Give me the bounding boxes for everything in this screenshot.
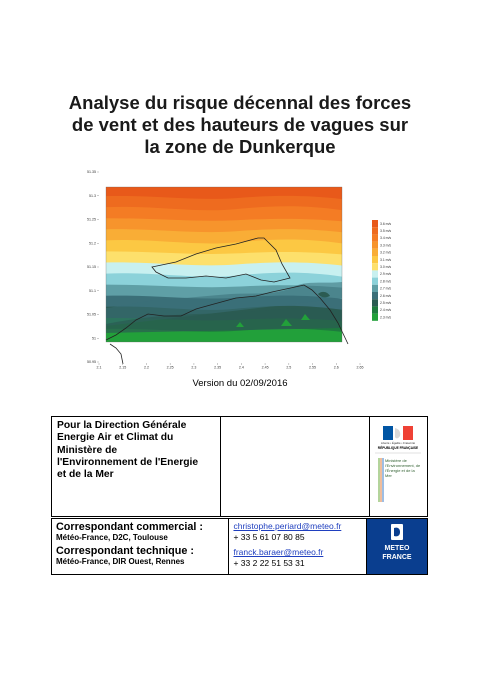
technical-label: Correspondant technique : bbox=[56, 545, 194, 557]
technical-org: Météo-France, DIR Ouest, Rennes bbox=[56, 557, 185, 566]
empty-cell bbox=[220, 417, 369, 517]
meteo-france-logo-mark bbox=[367, 519, 427, 569]
x-tick-label: 2.65 bbox=[356, 365, 364, 370]
y-tick-label: 51.05 bbox=[87, 312, 96, 317]
rf-motto: Liberté • Égalité • Fraternité bbox=[380, 441, 415, 445]
direction-line-2: Energie Air et Climat du bbox=[57, 432, 174, 444]
x-tick-label: 2.45 bbox=[261, 365, 269, 370]
legend-swatch bbox=[372, 263, 378, 270]
x-tick-label: 2.6 bbox=[333, 365, 339, 370]
y-tick-label: 51.25 bbox=[87, 217, 96, 222]
x-tick-label: 2.15 bbox=[119, 365, 127, 370]
legend-label: 3.6 m/s bbox=[380, 221, 392, 226]
legend-swatch bbox=[372, 227, 378, 234]
x-axis-ticks bbox=[97, 363, 364, 370]
ministry-name: Ministère de l'Environnement, de l'Énergie et de la Mer bbox=[384, 458, 420, 478]
direction-line-4: l'Environnement de l'Energie bbox=[57, 456, 199, 468]
x-tick-label: 2.2 bbox=[143, 365, 149, 370]
document-title bbox=[40, 92, 440, 158]
commercial-email-link[interactable]: christophe.periard@meteo.fr bbox=[233, 521, 342, 531]
legend-label: 2.9 m/s bbox=[380, 272, 392, 277]
direction-table bbox=[51, 416, 428, 517]
legend-label: 2.5 m/s bbox=[380, 301, 392, 305]
mf-line-1: METEO bbox=[384, 545, 410, 552]
x-tick-label: 2.35 bbox=[214, 365, 222, 370]
y-tick-label: 51 bbox=[92, 336, 96, 341]
legend-swatch bbox=[372, 299, 378, 306]
legend-label: 2.4 m/s bbox=[380, 308, 392, 313]
direction-line-5: et de la Mer bbox=[57, 469, 114, 481]
meteo-france-logo bbox=[366, 519, 427, 575]
legend-swatch bbox=[372, 249, 378, 256]
legend-label: 2.6 m/s bbox=[380, 293, 392, 298]
x-tick-label: 2.55 bbox=[309, 365, 317, 370]
legend-label: 3.2 m/s bbox=[380, 250, 392, 255]
legend-label: 3.5 m/s bbox=[380, 229, 392, 233]
y-axis-ticks bbox=[87, 170, 99, 364]
republique-francaise-logo bbox=[369, 417, 427, 517]
y-tick-label: 51.3 bbox=[89, 193, 96, 198]
mf-line-2: FRANCE bbox=[382, 554, 412, 561]
x-tick-label: 2.3 bbox=[191, 365, 197, 370]
contacts-table bbox=[51, 518, 428, 575]
title-line-3: la zone de Dunkerque bbox=[144, 136, 336, 157]
rf-country: RÉPUBLIQUE FRANÇAISE bbox=[377, 446, 418, 450]
y-tick-label: 51.35 bbox=[87, 170, 96, 175]
legend-swatch bbox=[372, 220, 378, 227]
legend-swatch bbox=[372, 278, 378, 285]
commercial-org: Météo-France, D2C, Toulouse bbox=[56, 533, 168, 542]
x-tick-label: 2.25 bbox=[166, 365, 174, 370]
x-tick-label: 2.4 bbox=[238, 365, 244, 370]
flag-red bbox=[403, 426, 413, 440]
legend-swatch bbox=[372, 256, 378, 263]
y-tick-label: 50.95 bbox=[87, 360, 96, 365]
legend-swatch bbox=[372, 270, 378, 277]
contacts-labels bbox=[52, 519, 229, 575]
y-tick-label: 51.1 bbox=[89, 288, 96, 293]
title-line-2: de vent et des hauteurs de vagues sur bbox=[71, 114, 409, 135]
technical-phone: + 33 2 22 51 53 31 bbox=[233, 558, 305, 568]
commercial-phone: + 33 5 61 07 80 85 bbox=[233, 532, 305, 542]
legend-swatch bbox=[372, 285, 378, 292]
marianne-logo bbox=[373, 420, 423, 508]
contacts-details bbox=[229, 519, 366, 575]
direction-text bbox=[52, 417, 221, 517]
flag-blue bbox=[383, 426, 393, 440]
legend-label: 3.1 m/s bbox=[380, 257, 392, 262]
y-tick-label: 51.15 bbox=[87, 265, 96, 270]
legend-label: 2.3 m/s bbox=[380, 315, 392, 320]
wind-risk-map bbox=[86, 168, 396, 373]
legend-swatch bbox=[372, 292, 378, 299]
commercial-label: Correspondant commercial : bbox=[56, 521, 203, 533]
legend-label: 3.0 m/s bbox=[380, 265, 392, 269]
title-line-1: Analyse du risque décennal des forces bbox=[68, 92, 412, 113]
legend-swatch bbox=[372, 306, 378, 313]
legend-swatch bbox=[372, 234, 378, 241]
technical-email-link[interactable]: franck.baraer@meteo.fr bbox=[233, 547, 324, 557]
direction-line-3: Ministère de bbox=[57, 444, 118, 456]
legend-swatch bbox=[372, 314, 378, 321]
direction-line-1: Pour la Direction Générale bbox=[57, 420, 187, 431]
legend-label: 2.7 m/s bbox=[380, 286, 392, 291]
y-tick-label: 51.2 bbox=[89, 241, 96, 246]
legend-swatch bbox=[372, 242, 378, 249]
version-date: Version du 02/09/2016 bbox=[192, 378, 288, 389]
legend-label: 3.4 m/s bbox=[380, 236, 392, 241]
legend-label: 2.8 m/s bbox=[380, 279, 392, 284]
legend-label: 3.3 m/s bbox=[380, 243, 392, 248]
legend bbox=[372, 220, 391, 321]
x-tick-label: 2.1 bbox=[96, 365, 102, 370]
x-tick-label: 2.5 bbox=[286, 365, 292, 370]
